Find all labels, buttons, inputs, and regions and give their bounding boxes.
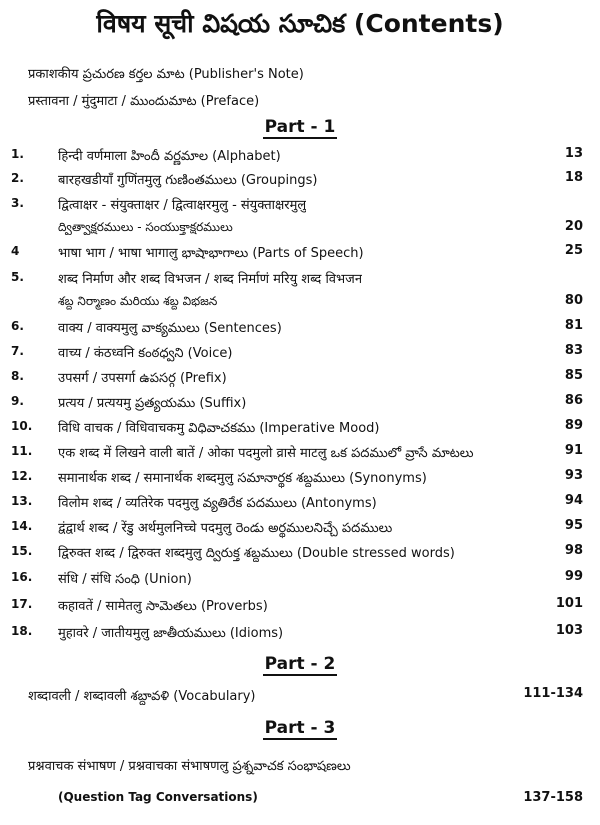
row-number: 9. xyxy=(11,394,24,408)
page-title: विषय सूची విషయ సూచిక (Contents) xyxy=(96,9,504,38)
row-title: विलोम शब्द / व्यतिरेक पदमुलु వ్యతిరేక పదములు (Antonyms) xyxy=(58,496,377,511)
row-title: भाषा भाग / भाषा भागालु భాషాభాగాలు (Parts of Speech) xyxy=(58,246,364,261)
toc-row xyxy=(0,195,600,217)
row-page: 99 xyxy=(564,569,583,584)
row-number: 13. xyxy=(11,494,33,508)
toc-row xyxy=(0,243,600,265)
row-page: 13 xyxy=(564,146,583,161)
row-page: 93 xyxy=(564,468,583,483)
row-page: 101 xyxy=(555,596,583,611)
toc-row-continuation xyxy=(0,293,600,315)
row-page: 86 xyxy=(564,393,583,408)
part-2-label: Part - 2 xyxy=(264,654,336,674)
toc-row xyxy=(0,170,600,192)
toc-row xyxy=(0,493,600,515)
row-number: 17. xyxy=(11,597,33,611)
toc-row xyxy=(0,418,600,440)
toc-row-continuation xyxy=(0,219,600,241)
row-page: 18 xyxy=(564,170,583,185)
row-number: 14. xyxy=(11,519,33,533)
row-page: 137-158 xyxy=(523,790,583,805)
part-1-heading xyxy=(0,117,600,137)
row-page: 103 xyxy=(555,623,583,638)
row-number: 1. xyxy=(11,147,24,161)
toc-row xyxy=(0,623,600,645)
row-title: एक शब्द में लिखने वाली बातें / ओका पदमुलो व्रासे माटलु ఒక పదములో వ్రాసే మాటలు xyxy=(58,446,474,461)
row-title: संधि / संधि సంధి (Union) xyxy=(58,572,192,587)
toc-row xyxy=(0,756,600,778)
toc-row xyxy=(0,368,600,390)
row-title: प्रत्यय / प्रत्ययमु ప్రత్యయము (Suffix) xyxy=(58,396,247,411)
row-title: समानार्थक शब्द / समानार्थक शब्दमुलु సమానార్థక శబ్దములు (Synonyms) xyxy=(58,471,427,486)
row-title: हिन्दी वर्णमाला హిందీ వర్ణమాల (Alphabet) xyxy=(58,149,281,164)
part-1-label: Part - 1 xyxy=(264,117,336,137)
row-number: 3. xyxy=(11,196,24,210)
row-title-continued: (Question Tag Conversations) xyxy=(58,790,258,804)
row-page: 111-134 xyxy=(523,686,583,701)
row-number: 15. xyxy=(11,544,33,558)
row-title: मुहावरे / जातीयमुलु జాతీయములు (Idioms) xyxy=(58,626,284,641)
part-2-heading xyxy=(0,654,600,674)
row-title: वाक्य / वाक्यमुलु వాక్యములు (Sentences) xyxy=(58,321,282,336)
row-title: कहावतें / सामेतलु సామెతలు (Proverbs) xyxy=(58,599,268,614)
row-title: प्रश्नवाचक संभाषण / प्रश्नवाचका संभाषणलु ప్రశ్నవాచక సంభాషణలు xyxy=(28,759,351,774)
row-number: 5. xyxy=(11,270,24,284)
row-title: शब्दावली / शब्दावली శబ్దావళి (Vocabulary) xyxy=(28,689,256,704)
row-page: 20 xyxy=(564,219,583,234)
row-title: द्वंद्वार्थ शब्द / रेंडु अर्थमुलनिच्चे पदमुलु రెండు అర్థములనిచ్చే పదములు xyxy=(58,521,393,536)
toc-row xyxy=(0,393,600,415)
row-number: 18. xyxy=(11,624,33,638)
toc-row xyxy=(0,543,600,565)
row-number: 7. xyxy=(11,344,24,358)
toc-row xyxy=(0,443,600,465)
row-title: विधि वाचक / विधिवाचकमु విధివాచకము (Imperative Mood) xyxy=(58,421,380,436)
row-page: 80 xyxy=(564,293,583,308)
toc-row xyxy=(0,596,600,618)
toc-row xyxy=(0,686,600,708)
toc-row xyxy=(0,518,600,540)
part-3-label: Part - 3 xyxy=(264,718,336,738)
row-number: 8. xyxy=(11,369,24,383)
row-number: 11. xyxy=(11,444,33,458)
row-number: 4 xyxy=(11,244,20,258)
intro-preface: प्रस्तावना / मुंदुमाटा / ముందుమాట (Preface) xyxy=(28,94,260,109)
row-page: 95 xyxy=(564,518,583,533)
toc-row xyxy=(0,343,600,365)
row-title: बारहखडीयाँ गुणिंतमुलु గుణింతములు (Groupings) xyxy=(58,173,318,188)
row-number: 2. xyxy=(11,171,24,185)
toc-row xyxy=(0,468,600,490)
row-number: 6. xyxy=(11,319,24,333)
toc-row xyxy=(0,269,600,291)
row-page: 83 xyxy=(564,343,583,358)
row-number: 10. xyxy=(11,419,33,433)
toc-row xyxy=(0,146,600,168)
row-title: द्वित्वाक्षर - संयुक्ताक्षर / द्वित्वाक्षरमुलु - संयुक्ताक्षरमुलु xyxy=(58,198,307,213)
part-3-heading xyxy=(0,718,600,738)
row-page: 94 xyxy=(564,493,583,508)
row-page: 89 xyxy=(564,418,583,433)
toc-row xyxy=(0,318,600,340)
row-title-continued: శబ్ద నిర్మాణం మరియు శబ్ద విభజన xyxy=(58,294,218,308)
row-page: 91 xyxy=(564,443,583,458)
row-title-continued: ద్విత్వాక్షరములు - సంయుక్తాక్షరములు xyxy=(58,220,233,234)
row-page: 81 xyxy=(564,318,583,333)
row-title: द्विरुक्त शब्द / द्विरुक्त शब्दमुलु ద్విరుక్త శబ్దములు (Double stressed words) xyxy=(58,546,455,561)
toc-row xyxy=(0,569,600,591)
row-page: 25 xyxy=(564,243,583,258)
row-title: वाच्य / कंठध्वनि కంఠధ్వని (Voice) xyxy=(58,346,233,361)
row-page: 85 xyxy=(564,368,583,383)
row-page: 98 xyxy=(564,543,583,558)
intro-publishers-note: प्रकाशकीय ప్రచురణ కర్తల మాట (Publisher's Note) xyxy=(28,67,304,82)
toc-row-continuation xyxy=(0,790,600,812)
row-number: 16. xyxy=(11,570,33,584)
row-title: शब्द निर्माण और शब्द विभजन / शब्द निर्माणं मरियु शब्द विभजन xyxy=(58,272,363,287)
row-title: उपसर्ग / उपसर्गा ఉపసర్గ (Prefix) xyxy=(58,371,227,386)
row-number: 12. xyxy=(11,469,33,483)
